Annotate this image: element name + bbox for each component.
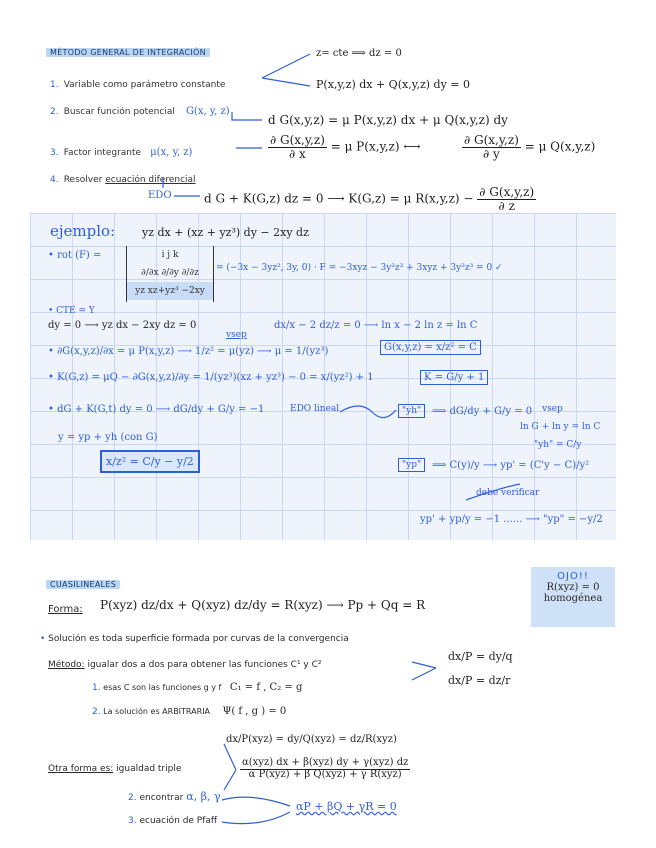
dg-equation: d G(x,y,z) = μ P(x,y,z) dx + μ Q(x,y,z) dy bbox=[268, 113, 508, 127]
arrow-verify bbox=[466, 484, 520, 500]
numerator: ∂ G(x,y,z) bbox=[464, 133, 519, 147]
det-row-partials: ∂/∂x ∂/∂y ∂/∂z bbox=[141, 268, 199, 278]
arrow-pfaff bbox=[222, 812, 290, 824]
g-result-box: G(x,y,z) = x/z² = C bbox=[380, 340, 481, 355]
yh-result: "yh" = C/y bbox=[534, 440, 582, 450]
general-solution-box: x/z² = C/y − y/2 bbox=[100, 450, 200, 473]
step-number: 4. bbox=[50, 175, 59, 185]
step-text: Variable como parámetro constante bbox=[63, 80, 226, 90]
edo-lineal-line: • dG + K(G,t) dy = 0 ⟶ dG/dy + G/y = −1 bbox=[48, 404, 265, 415]
step-number: 3. bbox=[50, 148, 59, 158]
step-text: Factor integrante bbox=[63, 148, 142, 158]
forma-label: Forma: bbox=[48, 604, 83, 615]
item-number: 1. bbox=[92, 683, 101, 693]
verify-note: debe verificar bbox=[476, 488, 540, 498]
dy-zero-line: dy = 0 ⟶ yz dx − 2xy dz = 0 bbox=[48, 320, 197, 331]
triple-equality: dx/P(xyz) = dy/Q(xyz) = dz/R(xyz) bbox=[226, 734, 397, 745]
denominator: ∂ y bbox=[483, 146, 500, 161]
forma-equation: P(xyz) dz/dx + Q(xyz) dz/dy = R(xyz) ⟶ Pp + Qq = R bbox=[100, 598, 426, 612]
separated-equation: dx/x − 2 dz/z = 0 ⟶ ln x − 2 ln z = ln C bbox=[274, 320, 478, 331]
vsep-label-2: vsep bbox=[542, 404, 563, 414]
det-row-unit-vectors: i j k bbox=[161, 250, 179, 260]
greek-coefficients: α, β, γ bbox=[186, 790, 221, 803]
potential-function: G(x, y, z) bbox=[185, 106, 230, 117]
denominator: ∂ z bbox=[498, 198, 515, 213]
edo-lineal-label: EDO lineal bbox=[290, 404, 340, 414]
edo-lhs: d G + K(G,z) dz = 0 ⟶ K(G,z) = μ R(x,y,z) − bbox=[204, 191, 474, 206]
dg-dx-line: • ∂G(x,y,z)/∂x = μ P(x,y,z) ⟶ 1/z² = μ(yz) ⟶ μ = 1/(yz³) bbox=[48, 346, 329, 357]
integrating-factor: μ(x, y, z) bbox=[150, 147, 193, 158]
metodo-eq-2: dx/P = dz/r bbox=[448, 674, 511, 687]
step-text: encontrar bbox=[139, 793, 184, 803]
item-text: La solución es ARBITRARIA bbox=[103, 707, 211, 716]
edo-label: EDO bbox=[148, 190, 172, 201]
note-title: OJO!! bbox=[557, 571, 589, 582]
case-pq-equation: P(x,y,z) dx + Q(x,y,z) dy = 0 bbox=[316, 78, 470, 91]
brace-step-1 bbox=[262, 54, 310, 86]
note-line-2: homogénea bbox=[543, 593, 603, 604]
pfaff-equation: αP + βQ + γR = 0 bbox=[296, 800, 397, 813]
step-number: 2. bbox=[50, 107, 59, 117]
metodo-text: igualar dos a dos para obtener las funciones C¹ y C² bbox=[84, 660, 322, 670]
solution-text: Solución es toda superficie formada por curvas de la convergencia bbox=[48, 634, 349, 644]
denominator: ∂ x bbox=[289, 146, 306, 161]
step-text: Buscar función potencial bbox=[63, 107, 175, 117]
vsep-label: vsep bbox=[226, 330, 247, 340]
step-text: ecuación de Pfaff bbox=[139, 816, 218, 826]
rot-label: • rot (F) = bbox=[48, 250, 102, 261]
item-equation: Ψ( f , g ) = 0 bbox=[222, 706, 287, 717]
case-z-constant: z= cte ⟹ dz = 0 bbox=[316, 48, 402, 59]
note-line-1: R(xyz) = 0 bbox=[546, 582, 600, 593]
arrow-step-2 bbox=[232, 112, 262, 120]
numerator: α(xyz) dx + β(xyz) dy + γ(xyz) dz bbox=[242, 757, 409, 768]
rhs: = μ P(x,y,z) ⟷ bbox=[330, 139, 421, 154]
metodo-eq-1: dx/P = dy/q bbox=[448, 650, 513, 663]
step-number: 3. bbox=[128, 816, 137, 826]
k-line: • K(G,z) = μQ − ∂G(x,y,z)/∂y = 1/(yz³)(xz + yz³) − 0 = x/(yz²) + 1 bbox=[48, 372, 374, 383]
solution-description: • Solución es toda superficie formada por curvas de la convergencia bbox=[40, 634, 349, 644]
yh-box: "yh" bbox=[398, 404, 425, 418]
brace-metodo bbox=[412, 662, 436, 680]
step-text: Resolver bbox=[63, 175, 106, 185]
example-label: ejemplo: bbox=[50, 222, 116, 240]
item-equation: C₁ = f , C₂ = g bbox=[229, 682, 303, 693]
rot-result: = (−3x − 3yz², 3y, 0) · F = −3xyz − 3y²z³ + 3xyz + 3y²z³ = 0 ✓ bbox=[216, 263, 503, 273]
step-number: 1. bbox=[50, 80, 59, 90]
item-text: esas C son las funciones g y f bbox=[103, 683, 222, 692]
otra-label: Otra forma es: bbox=[48, 764, 114, 774]
yp-equation: ⟹ C(y)/y ⟶ yp' = (C'y − C)/y² bbox=[432, 460, 590, 471]
general-solution-label: y = yp + yh (con G) bbox=[58, 432, 158, 443]
otra-text: igualdad triple bbox=[113, 764, 182, 774]
arrow-encontrar bbox=[222, 797, 290, 806]
step-text-underlined: ecuación diferencial bbox=[105, 175, 196, 185]
k-result-box: K = G/y + 1 bbox=[420, 370, 488, 385]
step-number: 2. bbox=[128, 793, 137, 803]
numerator: ∂ G(x,y,z) bbox=[270, 133, 325, 147]
yh-equation: ⟹ dG/dy + G/y = 0 bbox=[432, 406, 533, 417]
metodo-label: Método: bbox=[48, 660, 85, 670]
section-title-cuasilineales: CUASILINEALES bbox=[46, 580, 120, 589]
cte-y: • CTE = Y bbox=[48, 306, 95, 316]
ln-equation: ln G + ln y = ln C bbox=[520, 422, 601, 432]
numerator: ∂ G(x,y,z) bbox=[479, 185, 535, 199]
arrow-to-yh bbox=[340, 406, 396, 418]
rhs: = μ Q(x,y,z) bbox=[524, 139, 596, 154]
section-title-metodo: MÉTODO GENERAL DE INTEGRACIÓN bbox=[46, 48, 210, 57]
yp-final: yp' + yp/y = −1 ...... ⟶ "yp" = −y/2 bbox=[420, 514, 603, 525]
brace-otra-forma bbox=[224, 744, 236, 790]
det-row-components: yz xz+yz³ −2xy bbox=[127, 282, 213, 300]
yp-box: "yp" bbox=[398, 458, 425, 472]
item-number: 2. bbox=[92, 707, 101, 717]
denominator: α P(xyz) + β Q(xyz) + γ R(xyz) bbox=[248, 768, 402, 780]
example-equation: yz dx + (xz + yz³) dy − 2xy dz bbox=[142, 226, 309, 239]
